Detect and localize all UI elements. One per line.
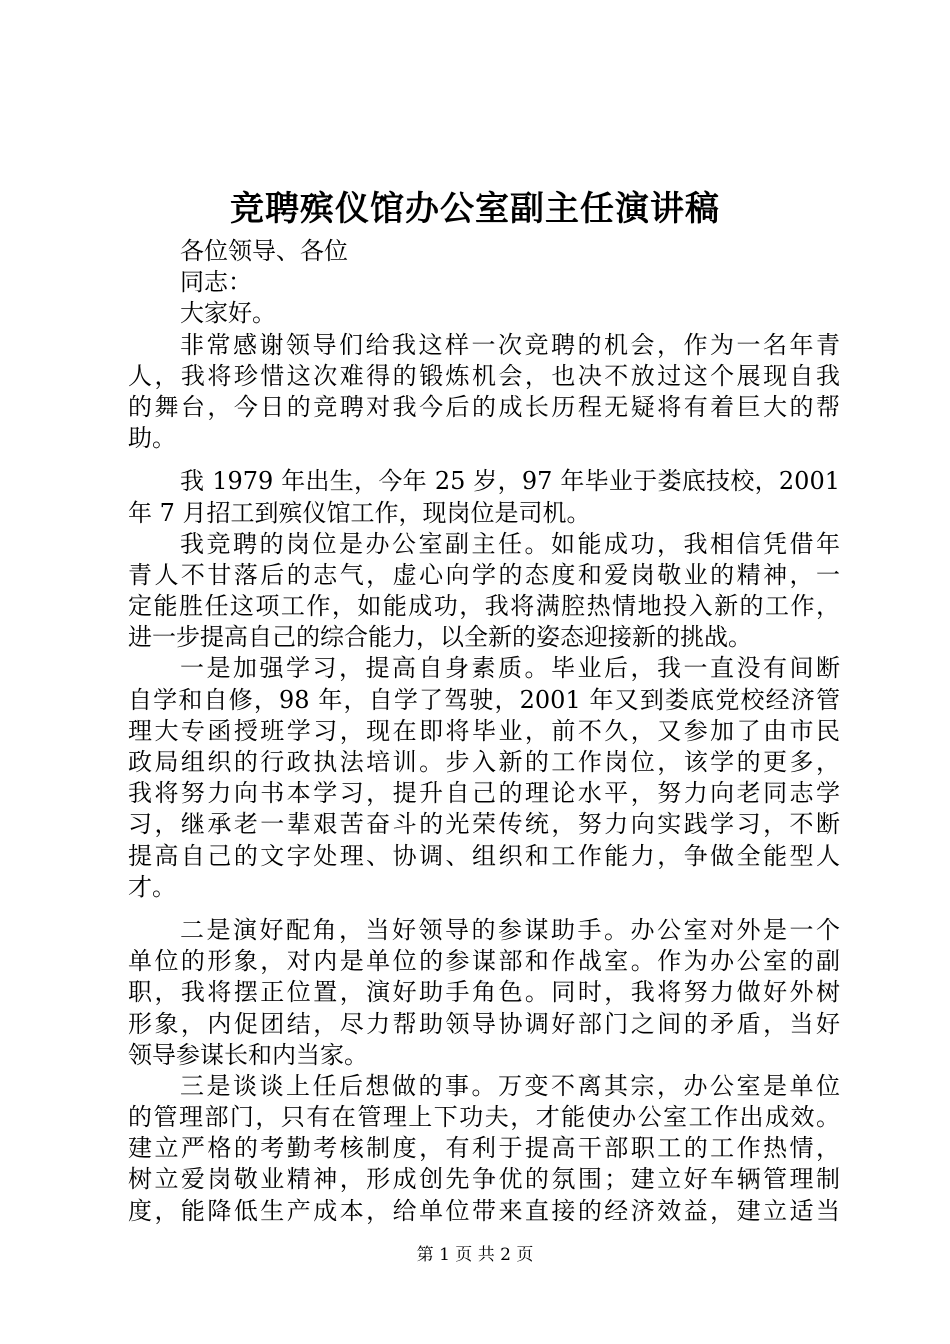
paragraph-study	[128, 653, 840, 903]
paragraph-line: 助。	[128, 424, 176, 453]
paragraph-line: 三是谈谈上任后想做的事。万变不离其宗，办公室是单位	[180, 1071, 840, 1100]
paragraph-line: 政局组织的行政执法培训。步入新的工作岗位，该学的更多，	[128, 748, 840, 776]
paragraph-line: 提高自己的文字处理、协调、组织和工作能力，争做全能型人	[128, 841, 840, 870]
paragraph-line: 的管理部门，只有在管理上下功夫，才能使办公室工作出成效。	[128, 1103, 840, 1132]
paragraph-line: 青人不甘落后的志气，虚心向学的态度和爱岗敬业的精神，一	[128, 560, 840, 589]
paragraph-line: 定能胜任这项工作，如能成功，我将满腔热情地投入新的工作，	[128, 592, 840, 621]
page-title: 竞聘殡仪馆办公室副主任演讲稿	[230, 189, 720, 229]
paragraph-line: 度，能降低生产成本，给单位带来直接的经济效益，建立适当	[128, 1196, 840, 1225]
paragraph-line: 自学和自修，98 年，自学了驾驶，2001 年又到娄底党校经济管	[128, 685, 840, 714]
paragraph-line: 理大专函授班学习，现在即将毕业，前不久，又参加了由市民	[128, 716, 840, 745]
paragraph-line: 进一步提高自己的综合能力，以全新的姿态迎接新的挑战。	[128, 623, 752, 652]
paragraph-line: 领导参谋长和内当家。	[128, 1040, 368, 1069]
paragraph-supporting-role	[128, 915, 840, 1071]
salutation-line: 大家好。	[180, 299, 276, 328]
paragraph-line: 单位的形象，对内是单位的参谋部和作战室。作为办公室的副	[128, 947, 840, 976]
paragraph-line: 二是演好配角，当好领导的参谋助手。办公室对外是一个	[180, 915, 840, 944]
salutation-line: 各位领导、各位	[180, 237, 348, 265]
paragraph-line: 才。	[128, 872, 176, 901]
paragraph-background	[128, 466, 840, 528]
paragraph-line: 我 1979 年出生，今年 25 岁，97 年毕业于娄底技校，2001	[180, 467, 840, 496]
paragraph-line: 我竞聘的岗位是办公室副主任。如能成功，我相信凭借年	[180, 529, 840, 558]
page-number-footer: 第 1 页 共 2 页	[416, 1245, 534, 1265]
salutation-line: 同志：	[180, 268, 252, 297]
paragraph-line: 人，我将珍惜这次难得的锻炼机会，也决不放过这个展现自我	[128, 361, 840, 390]
paragraph-plans	[128, 1071, 840, 1227]
paragraph-line: 建立严格的考勤考核制度，有利于提高干部职工的工作热情，	[128, 1134, 840, 1163]
paragraph-line: 非常感谢领导们给我这样一次竞聘的机会，作为一名年青	[180, 330, 840, 359]
paragraph-line: 年 7 月招工到殡仪馆工作，现岗位是司机。	[128, 498, 591, 527]
paragraph-line: 的舞台，今日的竞聘对我今后的成长历程无疑将有着巨大的帮	[128, 392, 840, 421]
paragraph-position	[128, 529, 840, 654]
paragraph-line: 我将努力向书本学习，提升自己的理论水平，努力向老同志学	[128, 779, 840, 808]
paragraph-line: 一是加强学习，提高自身素质。毕业后，我一直没有间断	[180, 654, 840, 683]
paragraph-line: 形象，内促团结，尽力帮助领导协调好部门之间的矛盾，当好	[128, 1009, 840, 1038]
paragraph-line: 习，继承老一辈艰苦奋斗的光荣传统，努力向实践学习，不断	[128, 810, 840, 839]
paragraph-line: 树立爱岗敬业精神，形成创先争优的氛围；建立好车辆管理制	[128, 1165, 840, 1194]
document-body	[128, 236, 840, 1227]
paragraph-gratitude	[128, 330, 840, 455]
paragraph-line: 职，我将摆正位置，演好助手角色。同时，我将努力做好外树	[128, 978, 840, 1007]
